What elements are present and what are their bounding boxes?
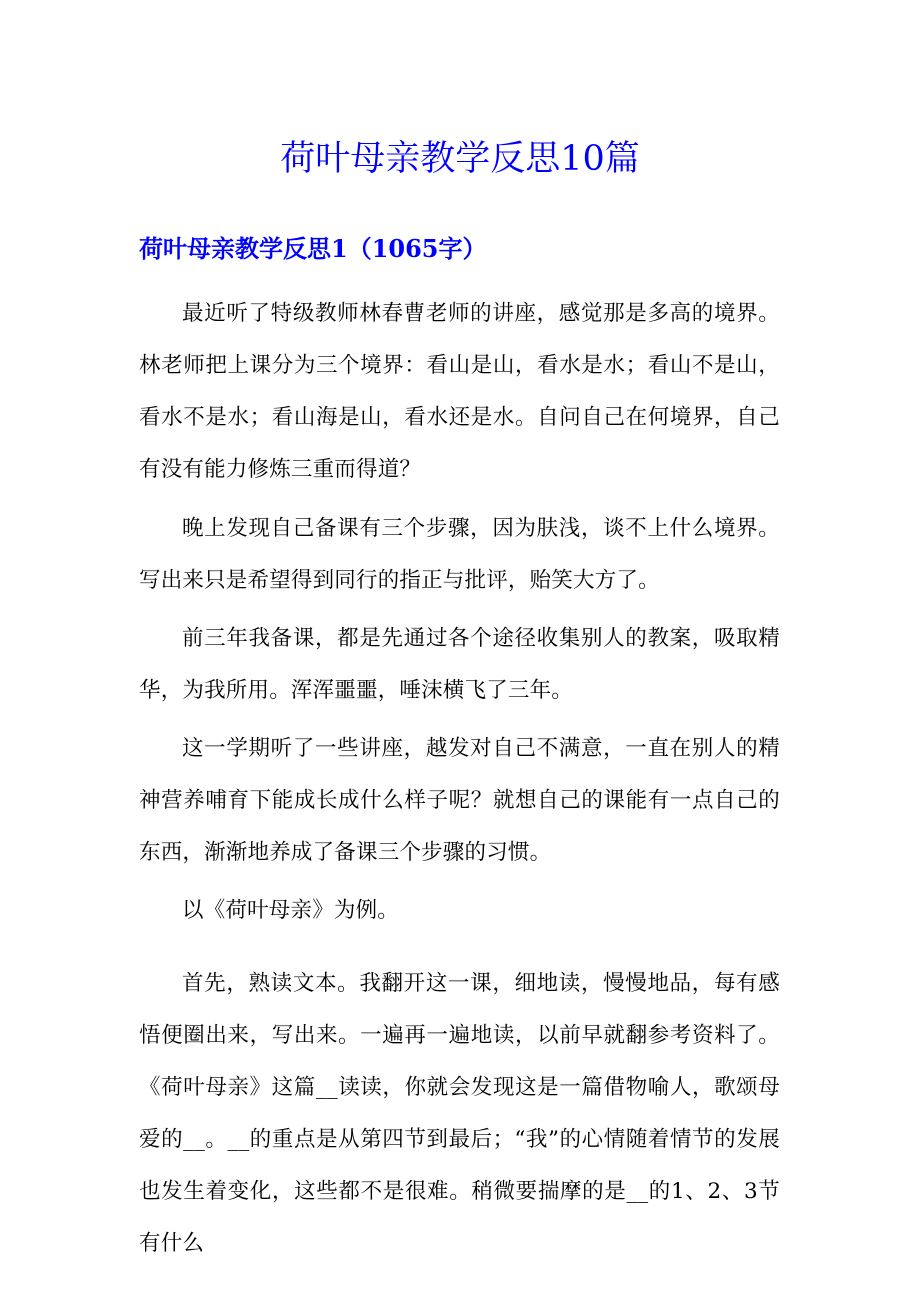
section-heading: 荷叶母亲教学反思1（1065字） [139,234,487,263]
document-title: 荷叶母亲教学反思10篇 [280,139,640,179]
paragraph: 最近听了特级教师林春曹老师的讲座，感觉那是多高的境界。林老师把上课分为三个境界：看山是山，看水是水；看山不是山，看水不是水；看山海是山，看水还是水。自问自己在何境界，自己有没有能力修炼三重而得道？ [139,301,780,482]
paragraph: 首先，熟读文本。我翻开这一课，细地读，慢慢地品，每有感悟便圈出来，写出来。一遍再一遍地读，以前早就翻参考资料了。《荷叶母亲》这篇__读读，你就会发现这是一篇借物喻人，歌颂母爱的__。__的重点是从第四节到最后；“我”的心情随着情节的发展也发生着变化，这些都不是很难。稍微要揣摩的是__的1、2、3节有什么 [139,971,780,1256]
paragraph: 这一学期听了一些讲座，越发对自己不满意，一直在别人的精神营养哺育下能成长成什么样子呢？就想自己的课能有一点自己的东西，渐渐地养成了备课三个步骤的习惯。 [139,736,780,865]
paragraph: 以《荷叶母亲》为例。 [182,898,400,923]
paragraph: 晚上发现自己备课有三个步骤，因为肤浅，谈不上什么境界。写出来只是希望得到同行的指正与批评，贻笑大方了。 [139,516,780,593]
paragraph: 前三年我备课，都是先通过各个途径收集别人的教案，吸取精华，为我所用。浑浑噩噩，唾沫横飞了三年。 [139,626,780,703]
